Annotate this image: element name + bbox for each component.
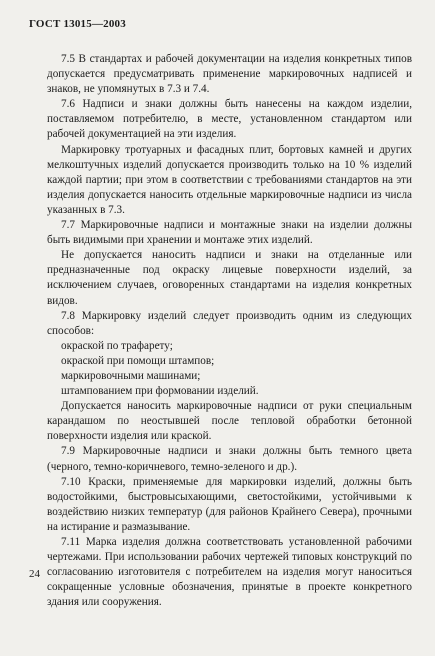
standard-header: ГОСТ 13015—2003: [29, 18, 126, 30]
page-number: 24: [29, 568, 40, 580]
paragraph-7-5: 7.5 В стандартах и рабочей документации на изделия конкретных типов допускается предусматривать применение маркировочных надписей и знаков, не упомянутых в 7.3 и 7.4.: [47, 53, 412, 96]
paragraph-hand-marking: Допускается наносить маркировочные надписи от руки специальным карандашом по неостывшей после тепловой обработки бетонной поверхности изделия или краской.: [47, 400, 412, 443]
paragraph-7-8: 7.8 Маркировку изделий следует производить одним из следующих способов:: [47, 309, 412, 337]
paragraph-marking-pavement: Маркировку тротуарных и фасадных плит, бортовых камней и других мелкоштучных изделий допускается производить только на 10 % изделий каждой партии; при этом в соответствии с требованиями стандартов на эти изделия допускается наносить отдельные маркировочные надписи из числа указанных в 7.3.: [47, 143, 412, 216]
paragraph-7-10: 7.10 Краски, применяемые для маркировки изделий, должны быть водостойкими, быстровысыхающими, светостойкими, устойчивыми к воздействию низких температур (для районов Крайнего Севера), прочными на истирание и размазывание.: [47, 475, 412, 533]
method-item: окраской при помощи штампов;: [61, 354, 215, 367]
paragraph-no-face-marking: Не допускается наносить надписи и знаки на отделанные или предназначенные под окраску лицевые поверхности изделий, за исключением случаев, оговоренных стандартами на изделия конкретных видов.: [47, 249, 412, 307]
paragraph-7-9: 7.9 Маркировочные надписи и знаки должны быть темного цвета (черного, темно-коричневого, темно-зеленого и др.).: [47, 445, 412, 473]
paragraph-7-7: 7.7 Маркировочные надписи и монтажные знаки на изделии должны быть видимыми при хранении и монтаже этих изделий.: [47, 219, 412, 247]
method-item: окраской по трафарету;: [61, 339, 173, 352]
method-item: штампованием при формовании изделий.: [61, 385, 259, 398]
document-body: [47, 52, 412, 610]
method-item: маркировочными машинами;: [61, 369, 201, 382]
paragraph-7-11: 7.11 Марка изделия должна соответствовать установленной рабочими чертежами. При использовании рабочих чертежей типовых конструкций по согласованию изготовителя с потребителем на изделия могут наноситься сокращенные условные обозначения, принятые в проекте конкретного здания или сооружения.: [47, 536, 412, 609]
paragraph-7-6: 7.6 Надписи и знаки должны быть нанесены на каждом изделии, поставляемом потребителю, в месте, установленном стандартом или рабочей документацией на эти изделия.: [47, 98, 412, 141]
